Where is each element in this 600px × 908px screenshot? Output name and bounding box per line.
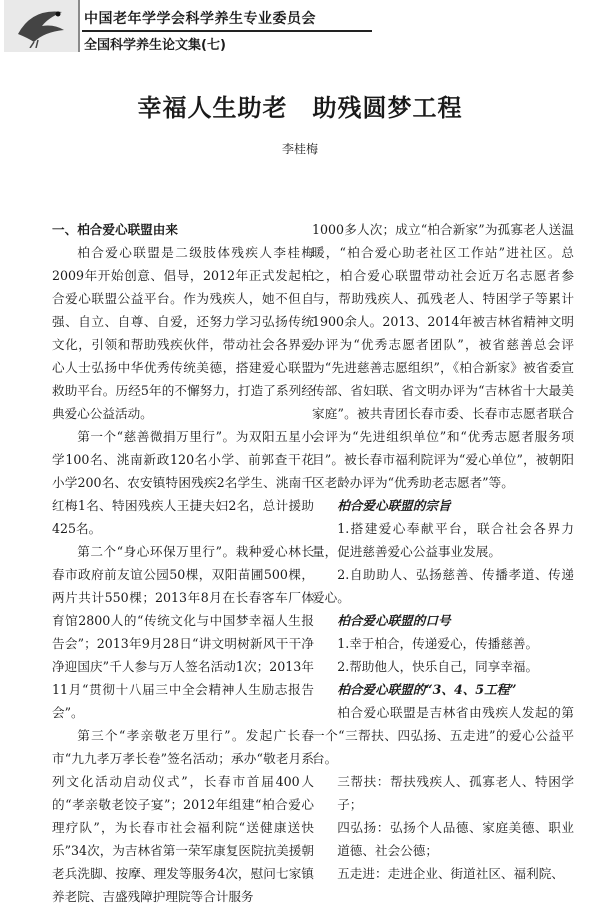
list-item: 五走进：走进企业、街道社区、福利院、 — [337, 866, 564, 881]
section-heading: 一、柏合爱心联盟由来 — [52, 222, 178, 237]
paragraph: 第二个“身心环保万里行”。栽种爱心林长春市政府前友谊公园50棵，双阳苗圃500棵，两片共计550棵；2013年8月在长春客车厂体育馆2800人的“传统文化与中国梦幸福人生报告会”；2013年9月28日“讲文明树新风干干净净迎国庆”千人参与万人签名活动1次；2013年11月“贯彻十八届三中全会精神人生励志报告会”。 — [52, 544, 314, 720]
subsection-heading: 柏合爱心联盟的口号 — [337, 613, 451, 628]
list-item: 1.搭建爱心奉献平台，联合社会各界力量，促进慈善爱心公益事业发展。 — [312, 521, 574, 559]
subsection-heading: 柏合爱心联盟的宗旨 — [337, 498, 451, 513]
list-item: 三帮扶：帮扶残疾人、孤寡老人、特困学子； — [337, 774, 574, 812]
list-item: 1.幸于柏合，传递爱心，传播慈善。 — [337, 636, 539, 651]
page-header — [0, 0, 600, 56]
subsection-heading: 柏合爱心联盟的“3、4、5工程” — [337, 682, 517, 697]
header-divider — [82, 30, 372, 32]
paragraph: 第三个“孝亲敬老万里行”。发起广长春市“九九孝万孝长卷”签名活动；承办“敬老月系列文化活动启动仪式”，长春市首届400人的“孝亲敬老饺子宴”；2012年组建“柏合爱心理疗队”，为长春市社会福利院“送健康送快乐”34次，为吉林省第一荣军康复医院抗美援朝老兵洗脚、按摩、理发等服务4次，慰问七家镇养老院、吉盛残障护理院等合计服务 — [52, 728, 314, 904]
left-column — [52, 218, 314, 908]
right-column — [312, 218, 574, 885]
header-organization: 中国老年学学会科学养生专业委员会 — [84, 11, 316, 27]
list-item: 四弘扬：弘扬个人品德、家庭美德、职业道德、社会公德； — [337, 820, 574, 858]
header-collection: 全国科学养生论文集(七) — [84, 38, 226, 53]
article-title: 幸福人生助老 助残圆梦工程 — [137, 93, 463, 122]
logo — [4, 0, 80, 52]
list-item: 2.自助助人、弘扬慈善、传播孝道、传递爱心。 — [312, 567, 574, 605]
paragraph: 第一个“慈善微捐万里行”。为双阳五星小学100名、洮南新政120名小学、前郭查干花小学200名、农安镇特困残疾2名学生、洮南千红梅1名、特困残疾人王捷夫妇2名，总计援助425名。 — [52, 429, 314, 536]
crane-logo-icon — [14, 4, 68, 48]
paragraph: 柏合爱心联盟是吉林省由残疾人发起的第一个“三帮扶、四弘扬、五走进”的爱心公益平台。 — [312, 705, 574, 766]
paragraph: 1000多人次；成立“柏合新家”为孤寡老人送温暖，“柏合爱心助老社区工作站”进社区。总之，柏合爱心联盟带动社会近万名志愿者参与，帮助残疾人、孤残老人、特困学子等累计1900余人。2013、2014年被吉林省精神文明办评为“优秀志愿者团队”，被省慈善总会评为“先进慈善志愿组织”，《柏合新家》被省委宣传部、省妇联、省文明办评为“吉林省十大最美家庭”。被共青团长春市委、长春市志愿者联合会评为“先进组织单位”和“优秀志愿者服务项目”。被长春市福利院评为“爱心单位”，被朝阳区老龄办评为“优秀助老志愿者”等。 — [312, 222, 574, 490]
list-item: 2.帮助他人，快乐自己，同享幸福。 — [337, 659, 539, 674]
article-author: 李桂梅 — [281, 142, 318, 156]
paragraph: 柏合爱心联盟是二级肢体残疾人李桂梅2009年开始创意、倡导，2012年正式发起柏合爱心联盟公益平台。作为残疾人，她不但自强、自立、自尊、自爱，还努力学习弘扬传统文化，引领和帮助残疾伙伴，带动社会各界爱心人士弘扬中华优秀传统美德，搭建爱心联盟救助平台。历经5年的不懈努力，打造了系列经典爱心公益活动。 — [52, 245, 314, 421]
